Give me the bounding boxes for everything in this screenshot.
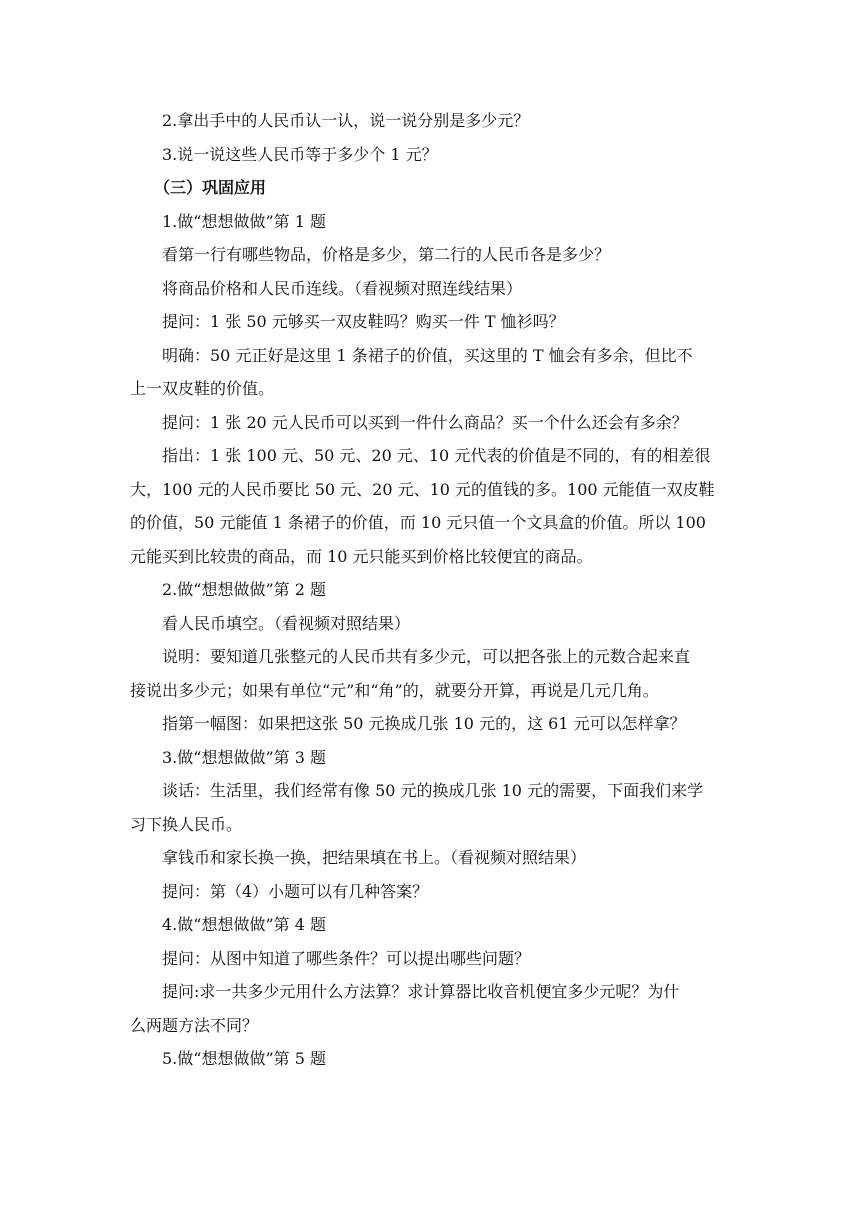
text-line: 将商品价格和人民币连线。（看视频对照连线结果）	[162, 278, 523, 298]
text-line: 习下换人民币。	[130, 814, 243, 834]
text-line: 看第一行有哪些物品，价格是多少，第二行的人民币各是多少？	[162, 245, 611, 264]
text-line: 么两题方法不同？	[130, 1015, 259, 1035]
text-line: 明确：50 元正好是这里 1 条裙子的价值，买这里的 T 恤会有多余，但比不	[162, 345, 693, 365]
text-line: 指出：1 张 100 元、50 元、20 元、10 元代表的价值是不同的，有的相差很	[162, 446, 711, 465]
text-line: 提问：1 张 20 元人民币可以买到一件什么商品？买一个什么还会有多余？	[162, 412, 688, 432]
text-line: 的价值，50 元能值 1 条裙子的价值，而 10 元只值一个文具盒的价值。所以 100	[130, 513, 706, 532]
text-line: 指第一幅图：如果把这张 50 元换成几张 10 元的，这 61 元可以怎样拿？	[162, 714, 686, 733]
text-line: 5.做“想想做做”第 5 题	[162, 1049, 326, 1068]
text-line: 拿钱币和家长换一换，把结果填在书上。（看视频对照结果）	[162, 848, 587, 867]
document-body	[130, 104, 730, 1076]
section-heading: （三）巩固应用	[154, 178, 267, 197]
text-line: 4.做“想想做做”第 4 题	[162, 915, 326, 934]
text-line: 提问：第（4）小题可以有几种答案？	[162, 881, 429, 901]
text-line: 1.做“想想做做”第 1 题	[162, 211, 326, 231]
text-line: 元能买到比较贵的商品，而 10 元只能买到价格比较便宜的商品。	[130, 546, 593, 566]
text-line: 谈话：生活里，我们经常有像 50 元的换成几张 10 元的需要，下面我们来学	[162, 781, 704, 800]
text-line: 说明：要知道几张整元的人民币共有多少元，可以把各张上的元数合起来直	[162, 647, 691, 666]
text-line: 上一双皮鞋的价值。	[130, 379, 275, 398]
text-line: 2.做“想想做做”第 2 题	[162, 580, 326, 599]
text-line: 提问:求一共多少元用什么方法算？求计算器比收音机便宜多少元呢？为什	[162, 982, 680, 1001]
text-line: 大，100 元的人民币要比 50 元、20 元、10 元的值钱的多。100 元能值一双皮鞋	[130, 479, 715, 499]
text-line: 接说出多少元；如果有单位“元”和“角”的，就要分开算，再说是几元几角。	[130, 680, 659, 700]
text-line: 3.说一说这些人民币等于多少个 1 元？	[162, 144, 438, 164]
text-line: 提问：1 张 50 元够买一双皮鞋吗？购买一件 T 恤衫吗？	[162, 312, 565, 331]
text-line: 3.做“想想做做”第 3 题	[162, 747, 326, 767]
text-line: 看人民币填空。（看视频对照结果）	[162, 613, 411, 633]
text-line: 2.拿出手中的人民币认一认，说一说分别是多少元？	[162, 111, 530, 130]
text-line: 提问：从图中知道了哪些条件？可以提出哪些问题？	[162, 948, 531, 968]
